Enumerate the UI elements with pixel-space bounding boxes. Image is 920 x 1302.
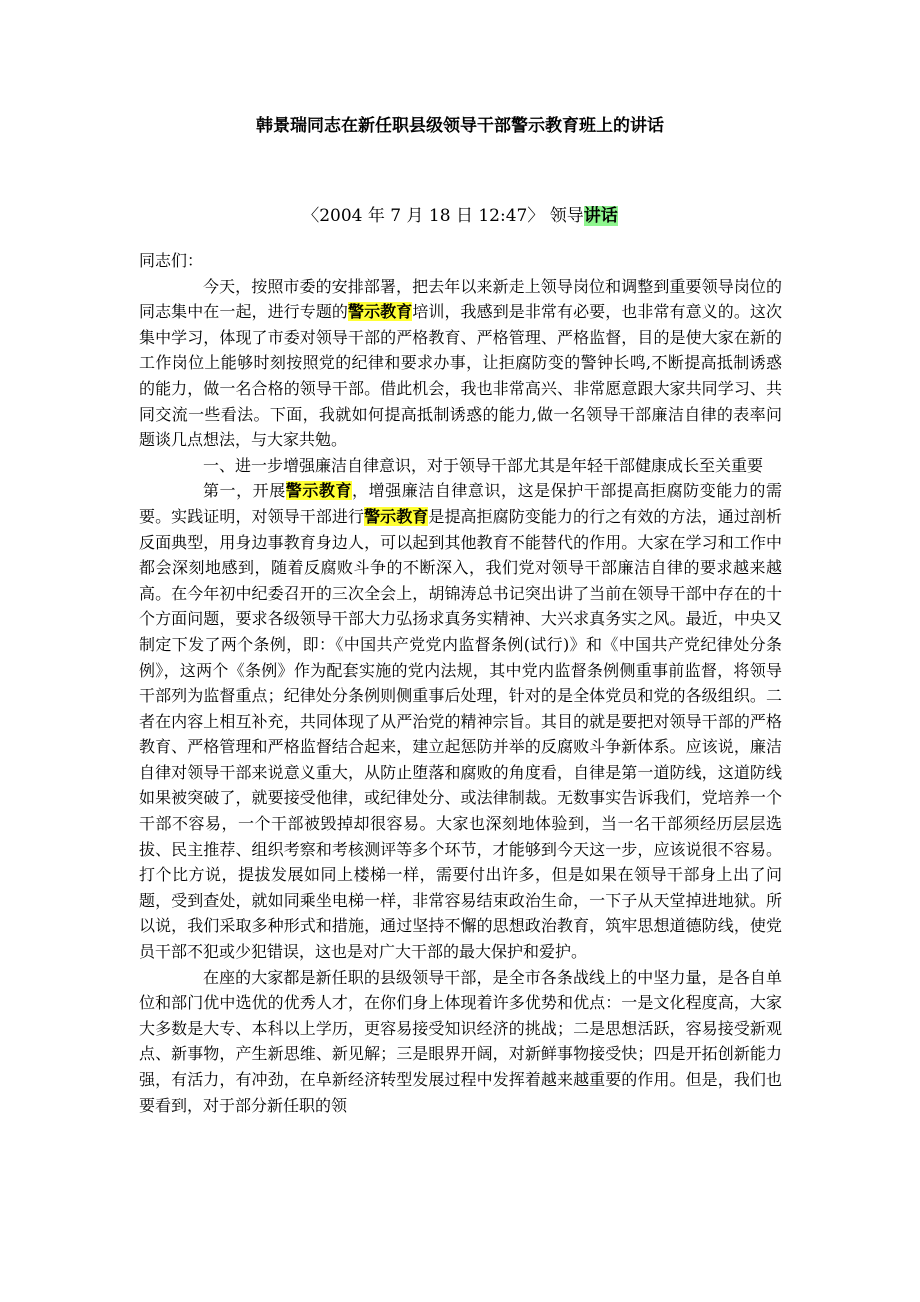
subtitle-date-category: 〈2004 年 7 月 18 日 12:47〉 领导	[302, 206, 584, 226]
document-body	[139, 248, 782, 1118]
highlighted-term: 警示教育	[364, 506, 429, 526]
document-title: 韩景瑞同志在新任职县级领导干部警示教育班上的讲话	[256, 116, 664, 136]
highlighted-term: 警示教育	[348, 302, 413, 322]
subtitle-highlight: 讲话	[583, 206, 618, 226]
paragraph-first-point	[139, 478, 782, 964]
paragraph-intro-text-b: 培训，我感到是非常有必要，也非常有意义的。这次集中学习，体现了市委对领导干部的严格教育、严格管理、严格监督，目的是使大家在新的工作岗位上能够时刻按照党的纪律和要求办事，让拒腐防变的警钟长鸣,不断提高抵制诱惑的能力，做一名合格的领导干部。借此机会，我也非常高兴、非常愿意跟大家共同学习、共同交流一些看法。下面，我就如何提高抵制诱惑的能力,做一名领导干部廉洁自律的表率问题谈几点想法，与大家共勉。	[139, 302, 782, 450]
paragraph-first-point-text-c: 是提高拒腐防变能力的行之有效的方法，通过剖析反面典型，用身边事教育身边人，可以起到其他教育不能替代的作用。大家在学习和工作中都会深刻地感到，随着反腐败斗争的不断深入，我们党对领导干部廉洁自律的要求越来越高。在今年初中纪委召开的三次全会上，胡锦涛总书记突出讲了当前在领导干部中存在的十个方面问题，要求各级领导干部大力弘扬求真务实精神、大兴求真务实之风。最近，中央又制定下发了两个条例，即：《中国共产党党内监督条例(试行)》和《中国共产党纪律处分条例》，这两个《条例》作为配套实施的党内法规，其中党内监督条例侧重事前监督，将领导干部列为监督重点；纪律处分条例则侧重事后处理，针对的是全体党员和党的各级组织。二者在内容上相互补充，共同体现了从严治党的精神宗旨。其目的就是要把对领导干部的严格教育、严格管理和严格监督结合起来，建立起惩防并举的反腐败斗争新体系。应该说，廉洁自律对领导干部来说意义重大，从防止堕落和腐败的角度看，自律是第一道防线，这道防线如果被突破了，就要接受他律，或纪律处分、或法律制裁。无数事实告诉我们，党培养一个干部不容易，一个干部被毁掉却很容易。大家也深刻地体验到，当一名干部须经历层层选拔、民主推荐、组织考察和考核测评等多个环节，才能够到今天这一步，应该说很不容易。打个比方说，提拔发展如同上楼梯一样，需要付出许多，但是如果在领导干部身上出了问题，受到查处，就如同乘坐电梯一样，非常容易结束政治生命，一下子从天堂掉进地狱。所以说，我们采取多种形式和措施，通过坚持不懈的思想政治教育，筑牢思想道德防线，使党员干部不犯或少犯错误，这也是对广大干部的最大保护和爱护。	[139, 506, 782, 962]
paragraph-first-point-text-b: ，增强廉洁自律意识，这是保护干部提高拒腐防变能力的需要。实践证明，对领导干部进行	[139, 481, 782, 526]
paragraph-intro-text-a: 今天，按照市委的安排部署，把去年以来新走上领导岗位和调整到重要领导岗位的同志集中在一起，进行专题的	[139, 276, 782, 322]
paragraph-first-point-text-a: 第一，开展	[203, 481, 286, 501]
paragraph-intro	[139, 274, 782, 453]
document-subtitle	[0, 203, 920, 229]
salutation: 同志们：	[139, 251, 204, 270]
section-heading-1: 一、进一步增强廉洁自律意识，对于领导干部尤其是年轻干部健康成长至关重要	[203, 455, 764, 475]
highlighted-term: 警示教育	[285, 481, 353, 501]
paragraph-new-cadres: 在座的大家都是新任职的县级领导干部，是全市各条战线上的中坚力量，是各自单位和部门优中选优的优秀人才，在你们身上体现着许多优势和优点：一是文化程度高，大家大多数是大专、本科以上学历，更容易接受知识经济的挑战；二是思想活跃，容易接受新观点、新事物，产生新思维、新见解；三是眼界开阔，对新鲜事物接受快；四是开拓创新能力强，有活力，有冲劲，在阜新经济转型发展过程中发挥着越来越重要的作用。但是，我们也要看到，对于部分新任职的领	[139, 967, 782, 1115]
